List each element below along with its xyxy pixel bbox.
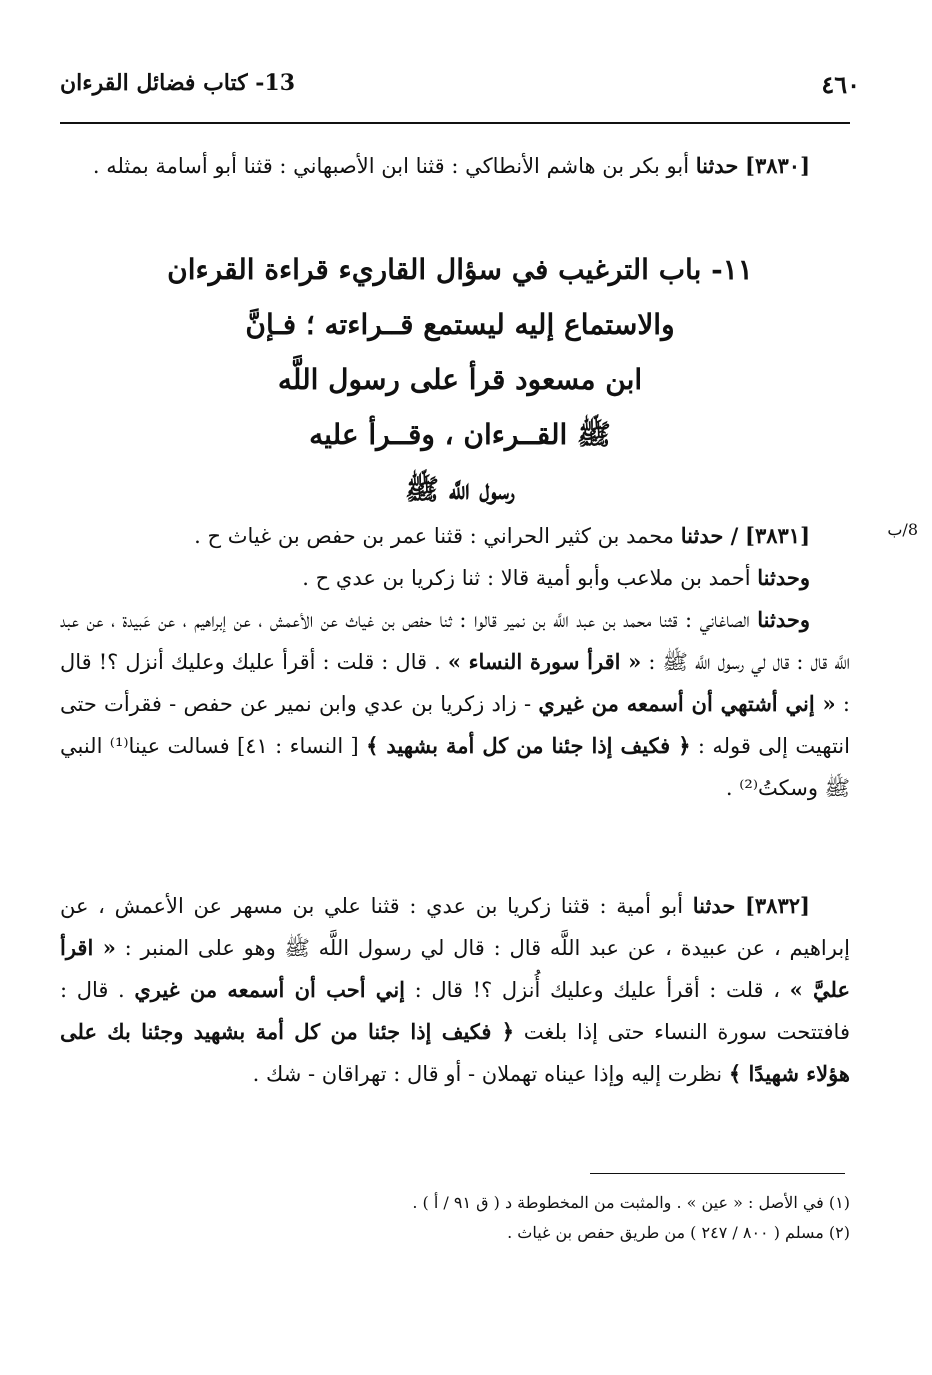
header-rule	[60, 122, 850, 124]
chapter-line: والاستماع إليه ليستمع قــراءته ؛ فـإنَّ	[245, 308, 675, 341]
hadith-text: . قال : فافتتحت سورة النساء حتى إذا بلغت	[60, 978, 850, 1044]
hadith-lead: وحدثنا	[757, 607, 810, 632]
hadith-text: أبو أمية : قثنا زكريا بن عدي : قثنا علي بن مسهر عن الأعمش ، عن إبراهيم ، عن عبيدة ، عن عبد اللَّه قال : قال لي رسول اللَّه ﷺ وهو على المنبر :	[60, 894, 851, 960]
hadith-number: [٣٨٣٢]	[744, 893, 810, 918]
footnote-2: (٢) مسلم ( ٨٠٠ / ٢٤٧ ) من طريق حفص بن غياث .	[507, 1223, 850, 1242]
chapter-line: ابن مسعود قرأ على رسول اللَّه	[277, 363, 643, 396]
hadith-text: أبو بكر بن هاشم الأنطاكي : قثنا ابن الأصبهاني : قثنا أبو أسامة بمثله .	[92, 154, 690, 178]
chapter-line: ﷺ القــرءان ، وقــرأ عليه	[309, 418, 611, 451]
hadith-3830	[60, 145, 850, 187]
hadith-3831	[60, 515, 850, 809]
quote: إني أحب أن أسمعه من غيري	[134, 977, 405, 1002]
hadith-3832	[60, 885, 850, 1095]
hadith-number: [٣٨٣١]	[745, 523, 810, 548]
hadith-text: . قال : قلت : أقرأ عليك وعليك أنزل ؟! قال :	[60, 650, 850, 716]
book-title: 13- كتاب فضائل القرءان	[60, 70, 296, 96]
chapter-line: ١١- باب الترغيب في سؤال القاريء قراءة القرءان	[167, 253, 753, 286]
chapter-heading	[120, 242, 800, 517]
margin-folio-note: 8/ب	[887, 520, 918, 539]
hadith-lead: حدثنا	[692, 893, 736, 918]
hadith-text: أحمد بن ملاعب وأبو أمية قالا : ثنا زكريا بن عدي ح .	[302, 566, 751, 590]
footnote-1: (١) في الأصل : « عين » . والمثبت من المخطوطة د ( ق ٩١ / أ ) .	[412, 1193, 850, 1212]
quran-quote: ﴿ فكيف إذا جئنا من كل أمة بشهيد ﴾	[366, 733, 691, 758]
hadith-lead: / حدثنا	[680, 523, 739, 548]
hadith-lead: حدثنا	[695, 153, 739, 178]
hadith-text: نظرت إليه وإذا عيناه تهملان - أو قال : تهراقان - شك .	[252, 1062, 723, 1086]
footnotes	[60, 1188, 850, 1248]
footnote-rule	[590, 1173, 845, 1174]
hadith-lead: وحدثنا	[757, 565, 810, 590]
hadith-text: - زاد زكريا بن عدي وابن نمير عن حفص - فقرأت حتى انتهيت إلى قوله :	[60, 692, 850, 758]
hadith-number: [٣٨٣٠]	[745, 153, 810, 178]
quran-quote: ﴿ فكيف إذا جئنا من كل أمة بشهيد وجئنا بك على هؤلاء شهيدًا ﴾	[60, 1019, 850, 1086]
quote: « إني أشتهي أن أسمعه من غيري	[538, 691, 836, 716]
hadith-text: [ النساء : ٤١] فسالت عينا⁽¹⁾ النبي ﷺ وسكتُ⁽²⁾ .	[60, 734, 850, 800]
page-number: ٤٦٠	[821, 70, 860, 99]
hadith-text: محمد بن كثير الحراني : قثنا عمر بن حفص بن غياث ح .	[194, 524, 675, 548]
chapter-line: رسول اللَّه ﷺ	[405, 473, 515, 506]
quote: « اقرأ عليَّ »	[60, 935, 850, 1002]
hadith-text: ، قلت : أقرأ عليك وعليك أُنزل ؟! قال :	[414, 978, 780, 1002]
quote: « اقرأ سورة النساء »	[447, 649, 642, 674]
hadith-text: الصاغاني : قثنا محمد بن عبد اللَّه بن نمير قالوا : ثنا حفص بن غياث عن الأعمش ، عن إبراهيم ، عن عَبيدة ، عن عبد اللَّه قال : قال لي رسول اللَّه ﷺ :	[60, 608, 850, 674]
